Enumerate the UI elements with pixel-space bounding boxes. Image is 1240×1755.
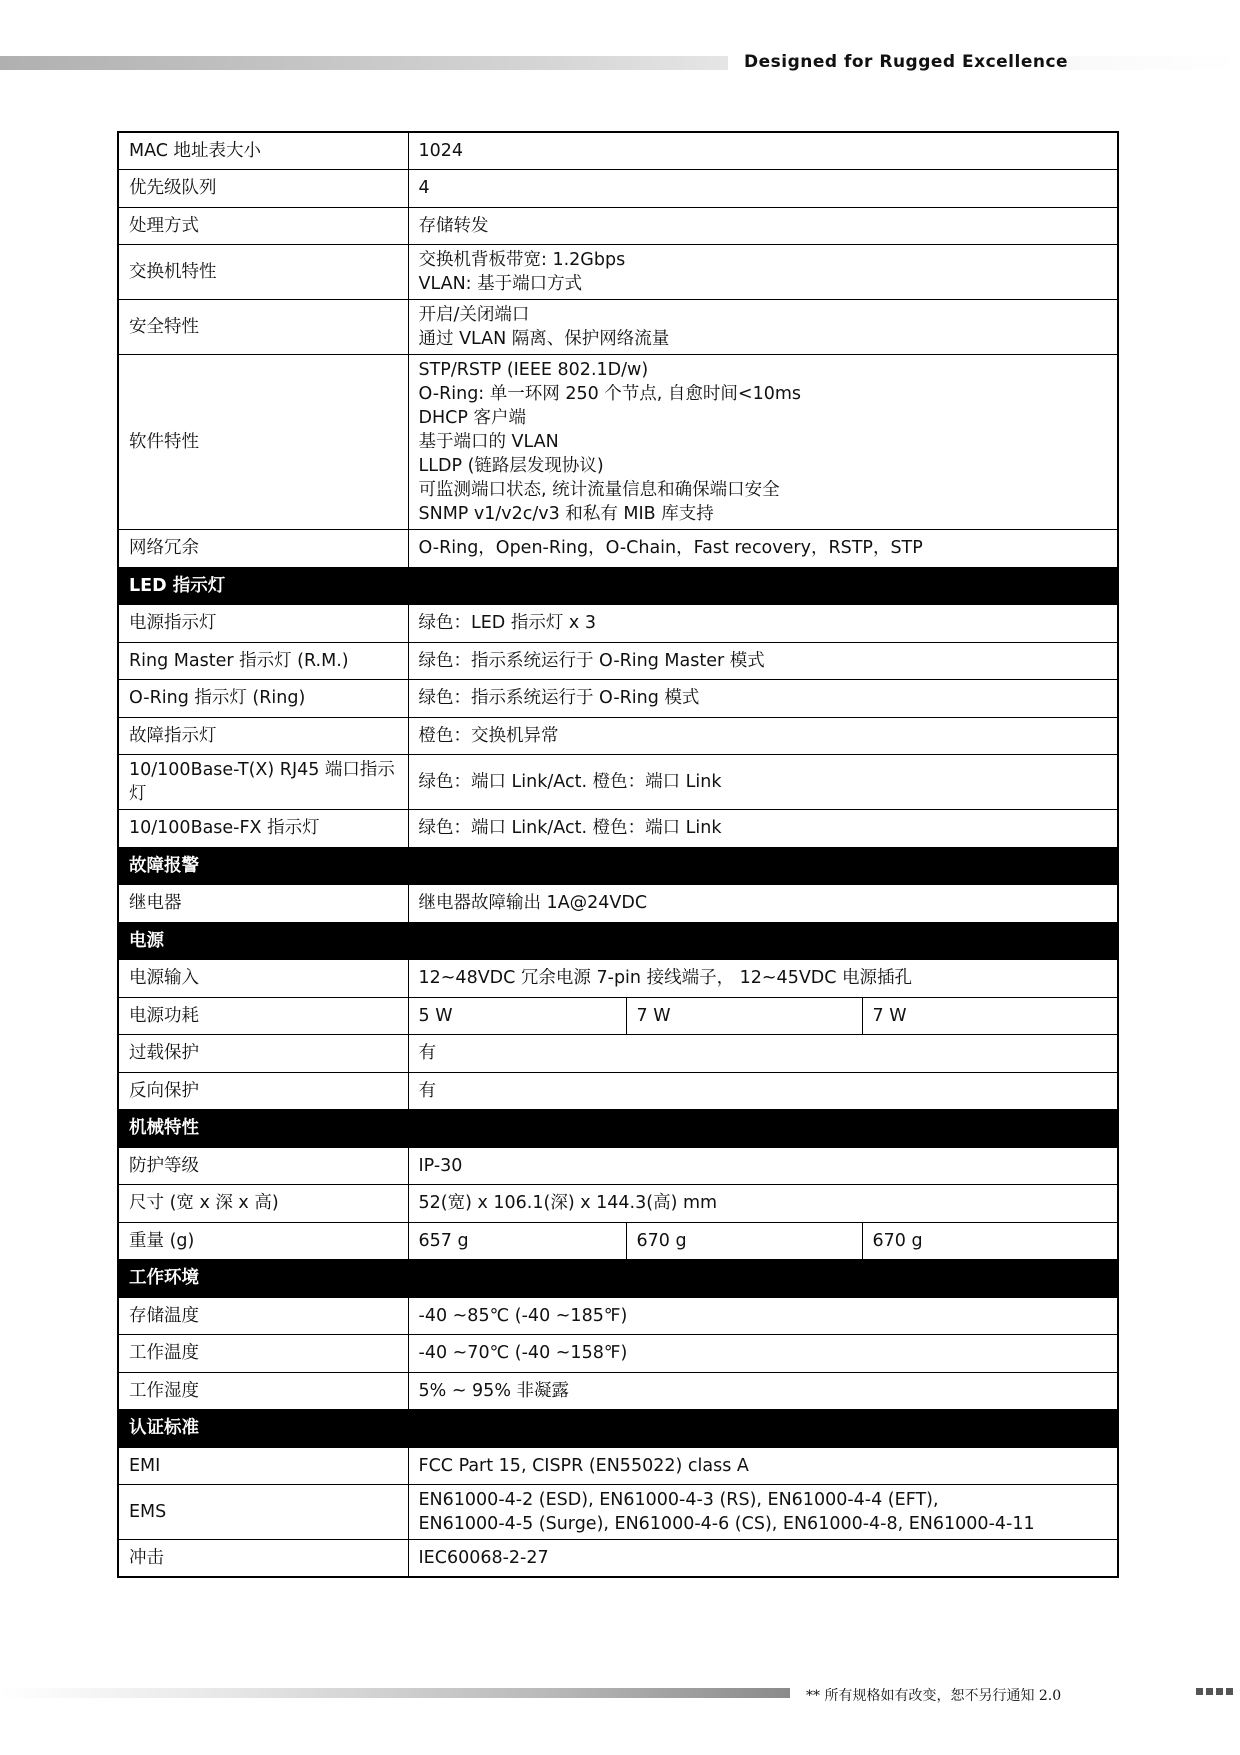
spec-row xyxy=(118,1372,1118,1410)
spec-row xyxy=(118,960,1118,998)
section-title: LED 指示灯 xyxy=(118,567,1118,605)
spec-label: 电源功耗 xyxy=(118,997,408,1035)
footer-decoration xyxy=(1196,1688,1233,1695)
spec-row xyxy=(118,1185,1118,1223)
spec-value xyxy=(408,245,1118,300)
spec-value: 12~48VDC 冗余电源 7-pin 接线端子， 12~45VDC 电源插孔 xyxy=(408,960,1118,998)
spec-value: O-Ring，Open-Ring，O-Chain，Fast recovery，RSTP，STP xyxy=(408,530,1118,568)
section-header-row xyxy=(118,567,1118,605)
spec-value-line: VLAN: 基于端口方式 xyxy=(418,274,583,294)
spec-value-line: O-Ring: 单一环网 250 个节点, 自愈时间<10ms xyxy=(418,384,802,404)
spec-value: 存储转发 xyxy=(408,207,1118,245)
spec-label: 优先级队列 xyxy=(118,170,408,208)
spec-value: 绿色：端口 Link/Act. 橙色：端口 Link xyxy=(408,810,1118,848)
spec-label: 电源指示灯 xyxy=(118,605,408,643)
spec-row xyxy=(118,1485,1118,1540)
spec-value-cell: 7 W xyxy=(626,997,862,1035)
spec-label: 存储温度 xyxy=(118,1297,408,1335)
spec-label: 过载保护 xyxy=(118,1035,408,1073)
spec-value: 有 xyxy=(408,1035,1118,1073)
footer-square xyxy=(1196,1688,1203,1695)
spec-value-line: SNMP v1/v2c/v3 和私有 MIB 库支持 xyxy=(418,504,714,524)
spec-table xyxy=(117,131,1119,1578)
section-header-row xyxy=(118,922,1118,960)
spec-row xyxy=(118,717,1118,755)
spec-value-cell: 657 g xyxy=(408,1222,626,1260)
spec-label: 10/100Base-T(X) RJ45 端口指示灯 xyxy=(118,755,408,810)
spec-value: 绿色：指示系统运行于 O-Ring Master 模式 xyxy=(408,642,1118,680)
spec-value: 4 xyxy=(408,170,1118,208)
spec-label: EMS xyxy=(118,1485,408,1540)
spec-label: 反向保护 xyxy=(118,1072,408,1110)
spec-value-line: 开启/关闭端口 xyxy=(418,305,530,325)
spec-value-line: 可监测端口状态, 统计流量信息和确保端口安全 xyxy=(418,480,780,500)
spec-row xyxy=(118,1335,1118,1373)
spec-value-line: EN61000-4-5 (Surge), EN61000-4-6 (CS), EN61000-4-8, EN61000-4-11 xyxy=(418,1514,1035,1534)
spec-value-cell: 670 g xyxy=(626,1222,862,1260)
spec-value: -40 ~85℃ (-40 ~185℉) xyxy=(408,1297,1118,1335)
spec-label: 防护等级 xyxy=(118,1147,408,1185)
section-header-row xyxy=(118,1260,1118,1298)
spec-row xyxy=(118,680,1118,718)
spec-label: MAC 地址表大小 xyxy=(118,132,408,170)
spec-value: IEC60068-2-27 xyxy=(408,1540,1118,1578)
spec-value: 52(宽) x 106.1(深) x 144.3(高) mm xyxy=(408,1185,1118,1223)
spec-value-line: 交换机背板带宽: 1.2Gbps xyxy=(418,250,626,270)
spec-label: 工作湿度 xyxy=(118,1372,408,1410)
section-title: 电源 xyxy=(118,922,1118,960)
spec-value-line: LLDP (链路层发现协议) xyxy=(418,456,604,476)
spec-row xyxy=(118,885,1118,923)
spec-row xyxy=(118,605,1118,643)
spec-row xyxy=(118,1222,1118,1260)
spec-value: FCC Part 15, CISPR (EN55022) class A xyxy=(408,1447,1118,1485)
spec-value: 有 xyxy=(408,1072,1118,1110)
footer-square xyxy=(1206,1688,1213,1695)
spec-row xyxy=(118,1297,1118,1335)
spec-label: O-Ring 指示灯 (Ring) xyxy=(118,680,408,718)
section-title: 故障报警 xyxy=(118,847,1118,885)
section-header-row xyxy=(118,1410,1118,1448)
spec-value xyxy=(408,1485,1118,1540)
section-header-row xyxy=(118,847,1118,885)
spec-label: 处理方式 xyxy=(118,207,408,245)
spec-label: 交换机特性 xyxy=(118,245,408,300)
section-header-row xyxy=(118,1110,1118,1148)
spec-label: Ring Master 指示灯 (R.M.) xyxy=(118,642,408,680)
section-title: 机械特性 xyxy=(118,1110,1118,1148)
spec-row xyxy=(118,642,1118,680)
spec-label: 安全特性 xyxy=(118,300,408,355)
spec-value-cell: 670 g xyxy=(862,1222,1118,1260)
spec-label: 尺寸 (宽 x 深 x 高) xyxy=(118,1185,408,1223)
spec-label: 重量 (g) xyxy=(118,1222,408,1260)
spec-row xyxy=(118,1035,1118,1073)
spec-value-line: DHCP 客户端 xyxy=(418,408,526,428)
spec-value: 绿色：LED 指示灯 x 3 xyxy=(408,605,1118,643)
spec-label: 10/100Base-FX 指示灯 xyxy=(118,810,408,848)
footer-note: ** 所有规格如有改变，恕不另行通知 2.0 xyxy=(806,1688,1062,1704)
spec-row xyxy=(118,355,1118,530)
footer-gradient-bar xyxy=(0,1688,790,1698)
spec-value-cell: 7 W xyxy=(862,997,1118,1035)
spec-label: EMI xyxy=(118,1447,408,1485)
spec-row xyxy=(118,132,1118,170)
spec-row xyxy=(118,245,1118,300)
spec-row xyxy=(118,1540,1118,1578)
spec-row xyxy=(118,300,1118,355)
section-title: 工作环境 xyxy=(118,1260,1118,1298)
footer-square xyxy=(1216,1688,1223,1695)
spec-label: 电源输入 xyxy=(118,960,408,998)
spec-value: IP-30 xyxy=(408,1147,1118,1185)
spec-row xyxy=(118,207,1118,245)
spec-value: 继电器故障输出 1A@24VDC xyxy=(408,885,1118,923)
spec-row xyxy=(118,530,1118,568)
spec-row xyxy=(118,810,1118,848)
spec-row xyxy=(118,1147,1118,1185)
spec-value-line: 通过 VLAN 隔离、保护网络流量 xyxy=(418,329,670,349)
spec-row xyxy=(118,1072,1118,1110)
spec-label: 继电器 xyxy=(118,885,408,923)
spec-row xyxy=(118,1447,1118,1485)
spec-value xyxy=(408,300,1118,355)
spec-label: 软件特性 xyxy=(118,355,408,530)
spec-value: 5% ~ 95% 非凝露 xyxy=(408,1372,1118,1410)
spec-value-line: EN61000-4-2 (ESD), EN61000-4-3 (RS), EN61000-4-4 (EFT), xyxy=(418,1490,939,1510)
header-tagline: Designed for Rugged Excellence xyxy=(744,52,1069,72)
section-title: 认证标准 xyxy=(118,1410,1118,1448)
spec-value: 绿色：端口 Link/Act. 橙色：端口 Link xyxy=(408,755,1118,810)
spec-row xyxy=(118,997,1118,1035)
spec-value-line: 基于端口的 VLAN xyxy=(418,432,559,452)
spec-label: 工作温度 xyxy=(118,1335,408,1373)
spec-value: 橙色：交换机异常 xyxy=(408,717,1118,755)
spec-value: 1024 xyxy=(408,132,1118,170)
spec-value-cell: 5 W xyxy=(408,997,626,1035)
spec-label: 冲击 xyxy=(118,1540,408,1578)
footer-square xyxy=(1226,1688,1233,1695)
spec-row xyxy=(118,755,1118,810)
spec-value xyxy=(408,355,1118,530)
spec-label: 网络冗余 xyxy=(118,530,408,568)
spec-row xyxy=(118,170,1118,208)
spec-table-body xyxy=(118,132,1118,1577)
spec-label: 故障指示灯 xyxy=(118,717,408,755)
spec-value: -40 ~70℃ (-40 ~158℉) xyxy=(408,1335,1118,1373)
spec-value-line: STP/RSTP (IEEE 802.1D/w) xyxy=(418,360,649,380)
spec-value: 绿色：指示系统运行于 O-Ring 模式 xyxy=(408,680,1118,718)
